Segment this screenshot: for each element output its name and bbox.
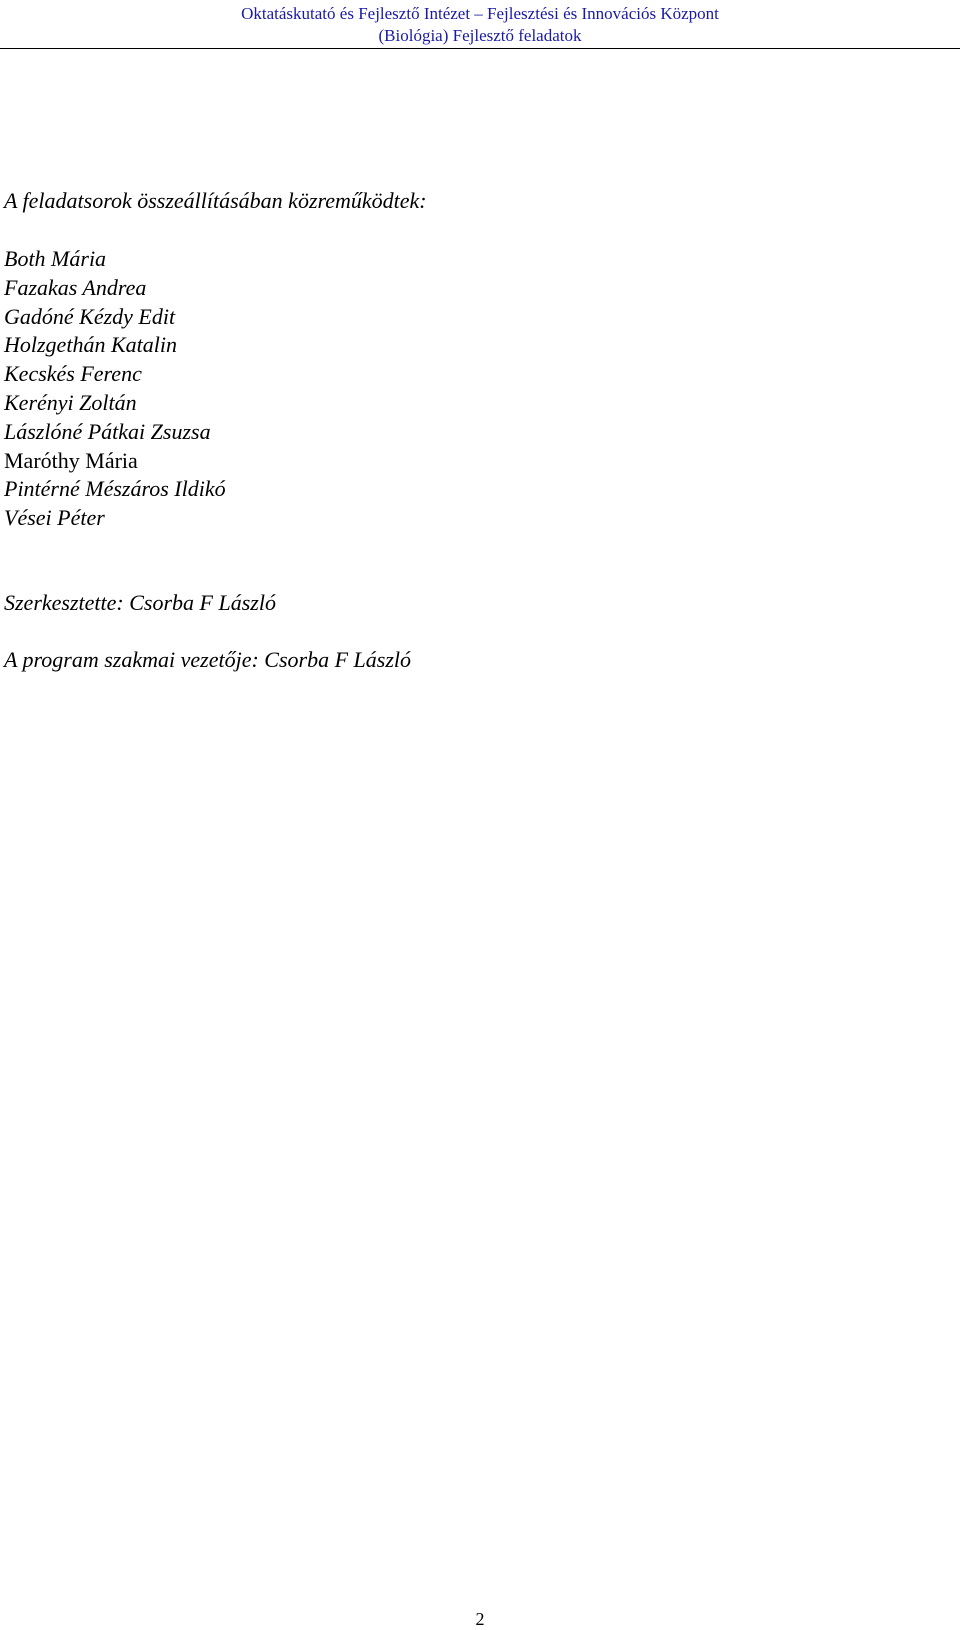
contributor-name: Vései Péter	[4, 505, 105, 531]
contributor-name: Gadóné Kézdy Edit	[4, 303, 176, 329]
editor-line: Szerkesztette: Csorba F László	[4, 589, 276, 615]
credits-section	[4, 187, 904, 674]
header-institute: Oktatáskutató és Fejlesztő Intézet – Fejlesztési és Innovációs Központ	[241, 4, 719, 23]
contributor-name: Lászlóné Pátkai Zsuzsa	[4, 418, 211, 444]
contributors-heading: A feladatsorok összeállításában közreműködtek:	[4, 188, 427, 213]
contributor-name: Kecskés Ferenc	[4, 361, 142, 387]
header-subtitle: (Biológia) Fejlesztő feladatok	[378, 26, 582, 45]
page-number: 2	[475, 1609, 485, 1629]
page-header	[0, 0, 960, 49]
contributor-name: Holzgethán Katalin	[4, 332, 177, 358]
contributor-name: Pintérné Mészáros Ildikó	[4, 476, 226, 502]
contributors-list	[4, 245, 904, 533]
contributor-name: Kerényi Zoltán	[4, 389, 137, 415]
program-leader-line: A program szakmai vezetője: Csorba F László	[4, 646, 411, 672]
contributor-name: Both Mária	[4, 246, 107, 271]
contributor-name: Fazakas Andrea	[4, 274, 147, 300]
contributor-name: Maróthy Mária	[4, 447, 138, 473]
